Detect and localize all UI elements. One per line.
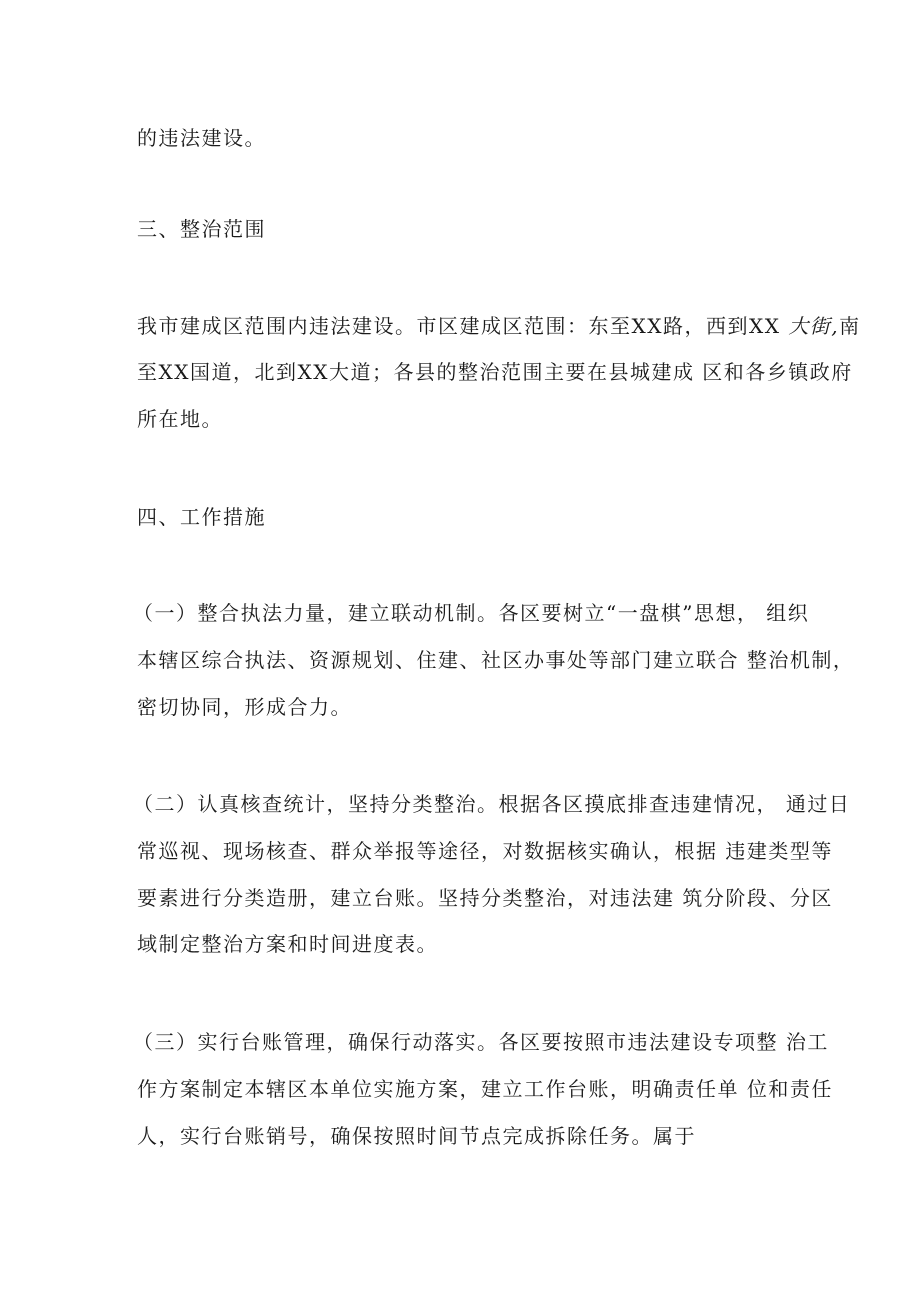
section3-para-line1-c: 南 — [839, 314, 861, 338]
item2-line3: 要素进行分类造册，建立台账。坚持分类整治，对违法建 筑分阶段、分区 — [137, 886, 833, 910]
item3-line1: （三）实行台账管理，确保行动落实。各区要按照市违法建设专项整 治工 — [133, 1030, 829, 1054]
item3-line3: 人，实行台账销号，确保按照时间节点完成拆除任务。属于 — [137, 1124, 696, 1148]
item2-line2: 常巡视、现场核查、群众举报等途径，对数据核实确认，根据 违建类型等 — [137, 839, 833, 863]
section3-para-line1 — [137, 314, 861, 338]
item2-line1: （二）认真核查统计，坚持分类整治。根据各区摸底排查违建情况， 通过日 — [133, 792, 851, 816]
section3-para-line1-b: 大街, — [788, 314, 840, 338]
item1-line3: 密切协同，形成合力。 — [137, 695, 352, 719]
section3-para-line1-a: 我市建成区范围内违法建设。市区建成区范围：东至XX路，西到XX — [137, 314, 789, 338]
section4-heading: 四、工作措施 — [137, 505, 266, 529]
intro-tail-line: 的违法建设。 — [137, 126, 266, 150]
section3-heading: 三、整治范围 — [137, 217, 266, 241]
item3-line2: 作方案制定本辖区本单位实施方案，建立工作台账，明确责任单 位和责任 — [137, 1077, 833, 1101]
item2-line4: 域制定整治方案和时间进度表。 — [137, 932, 438, 956]
item1-line2: 本辖区综合执法、资源规划、住建、社区办事处等部门建立联合 整治机制， — [137, 648, 855, 672]
section3-para-line3: 所在地。 — [137, 407, 223, 431]
item1-line1: （一）整合执法力量，建立联动机制。各区要树立“一盘棋”思想， 组织 — [133, 601, 810, 625]
section3-para-line2: 至XX国道，北到XX大道；各县的整治范围主要在县城建成 区和各乡镇政府 — [137, 360, 853, 384]
